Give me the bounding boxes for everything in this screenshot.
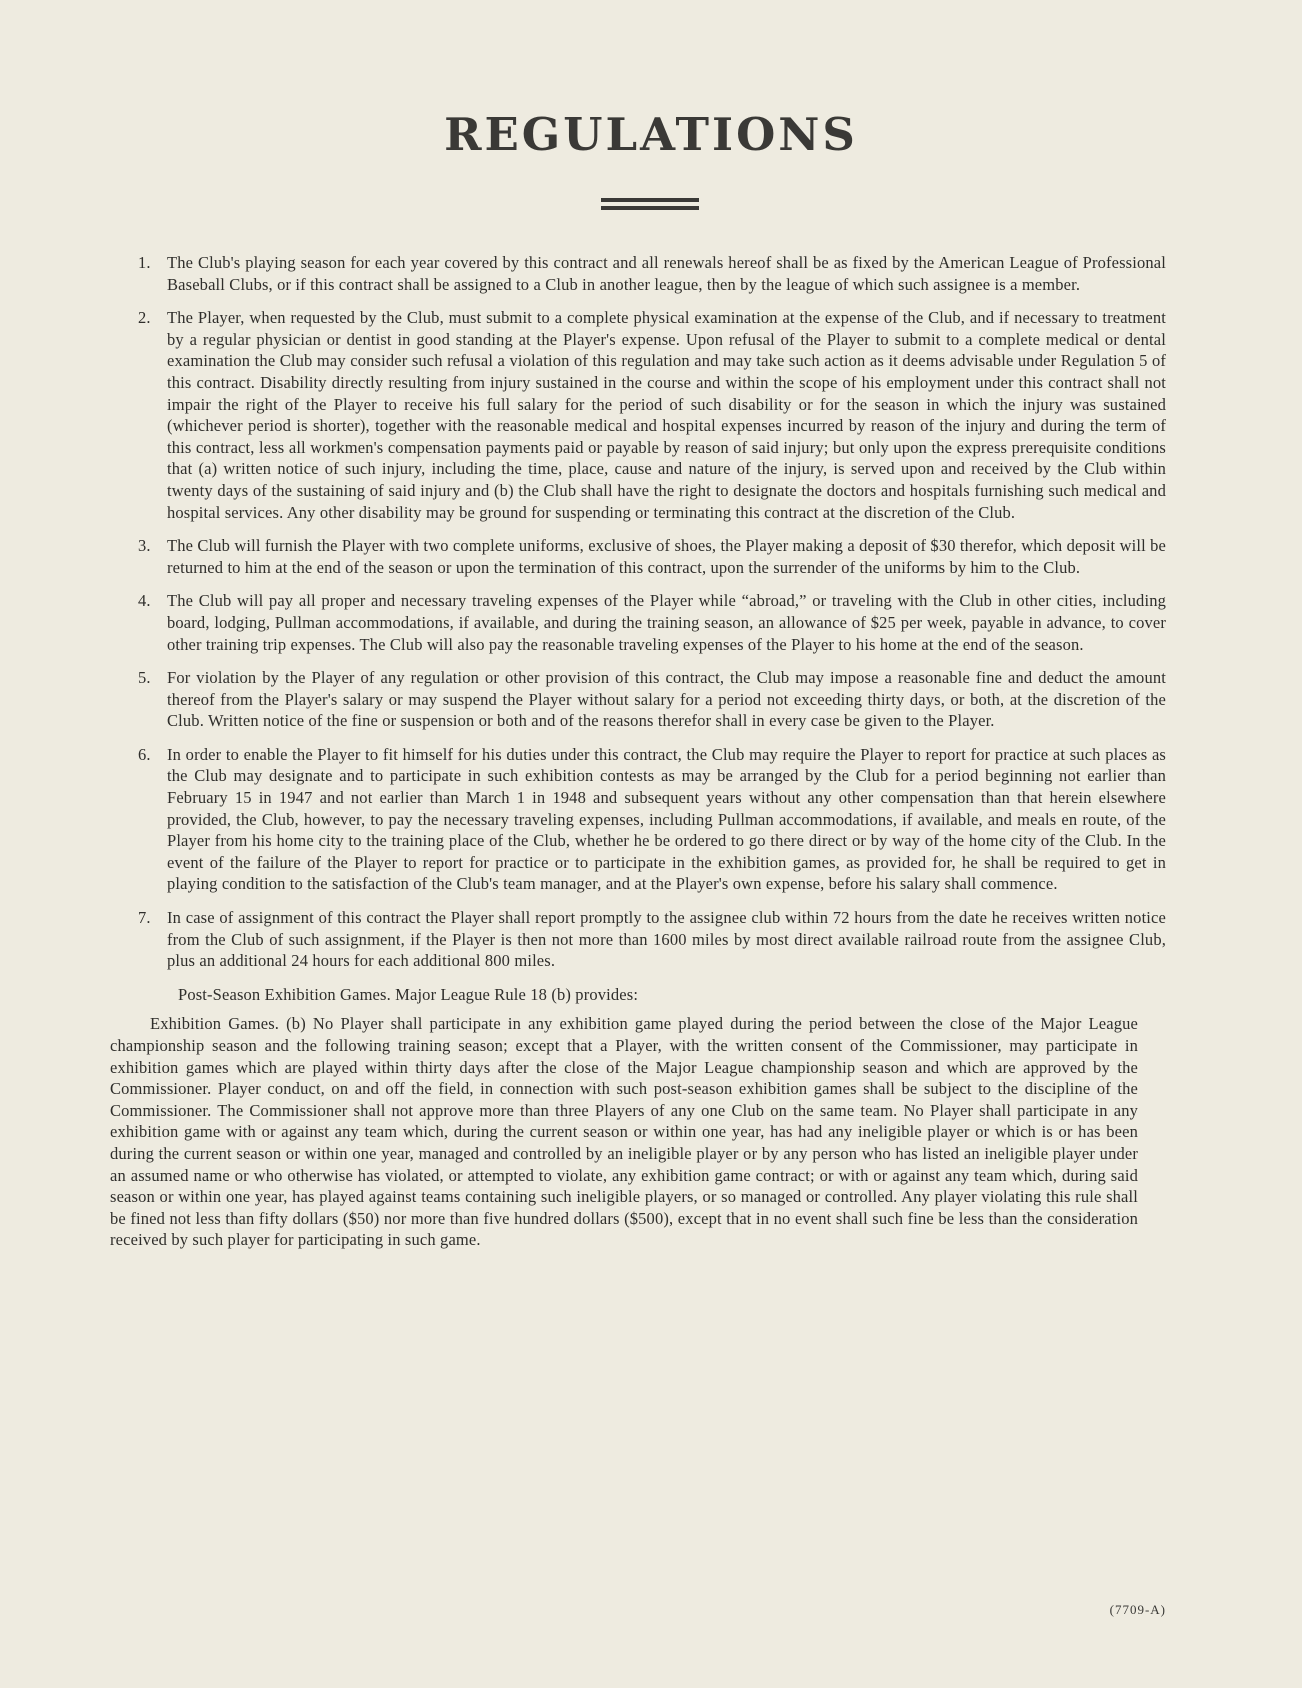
regulation-text: For violation by the Player of any regulation or other provision of this contract, the Club may impose a reasonable fine and deduct the amount thereof from the Player's salary or may suspend the Player without salary for a period not exceeding thirty days, or both, at the discretion of the Club. Written notice of the fine or suspension or both and of the reasons therefor shall in every case be given to the Player. <box>167 668 1166 731</box>
regulation-3 <box>138 535 1166 578</box>
post-season-heading: Post-Season Exhibition Games. Major League Rule 18 (b) provides: <box>178 984 639 1004</box>
regulation-text: In order to enable the Player to fit himself for his duties under this contract, the Club may require the Player to report for practice at such places as the Club may designate and to participate in such exhibition contests as may be arranged by the Club for a period beginning not earlier than February 15 in 1947 and not earlier than March 1 in 1948 and subsequent years without any other compensation than that herein elsewhere provided, the Club, however, to pay the necessary traveling expenses, including Pullman accommodations, if available, and meals en route, of the Player from his home city to the training place of the Club, whether he be ordered to go there direct or by way of the home city of the Club. In the event of the failure of the Player to report for practice or to participate in the exhibition games, as provided for, he shall be required to get in playing condition to the satisfaction of the Club's team manager, and at the Player's own expense, before his salary shall commence. <box>167 744 1166 894</box>
regulation-6 <box>138 744 1166 895</box>
regulation-text: In case of assignment of this contract the Player shall report promptly to the assignee club within 72 hours from the date he receives written notice from the Club of such assignment, if the Player is then not more than 1600 miles by most direct available railroad route from the assignee Club, plus an additional 24 hours for each additional 800 miles. <box>167 908 1166 971</box>
regulation-5 <box>138 667 1166 732</box>
form-code: (7709-A) <box>1109 1602 1166 1617</box>
regulation-number: 2. <box>138 308 151 328</box>
title-rule-top <box>601 198 699 202</box>
regulation-text: The Club will pay all proper and necessary traveling expenses of the Player while “abroad,” or traveling with the Club in other cities, including board, lodging, Pullman accommodations, if available, and during the training season, an allowance of $25 per week, payable in advance, to cover other training trip expenses. The Club will also pay the reasonable traveling expenses of the Player to his home at the end of the season. <box>167 591 1166 654</box>
regulation-4 <box>138 590 1166 655</box>
regulation-number: 4. <box>138 591 151 611</box>
regulation-1 <box>138 252 1166 295</box>
page-title: REGULATIONS <box>444 108 858 161</box>
regulation-text: The Player, when requested by the Club, must submit to a complete physical examination at the expense of the Club, and if necessary to treatment by a regular physician or dentist in good standing at the Player's expense. Upon refusal of the Player to submit to a complete medical or dental examination the Club may consider such refusal a violation of this regulation and may take such action as it deems advisable under Regulation 5 of this contract. Disability directly resulting from injury sustained in the course and within the scope of his employment under this contract shall not impair the right of the Player to receive his full salary for the period of such disability or for the season in which the injury was sustained (whichever period is shorter), together with the reasonable medical and hospital expenses incurred by reason of the injury and during the term of this contract, less all workmen's compensation payments paid or payable by reason of said injury; but only upon the express prerequisite conditions that (a) written notice of such injury, including the time, place, cause and nature of the injury, is served upon and received by the Club within twenty days of the sustaining of said injury and (b) the Club shall have the right to designate the doctors and hospitals furnishing such medical and hospital services. Any other disability may be ground for suspending or terminating this contract at the discretion of the Club. <box>167 308 1166 522</box>
regulation-2 <box>138 307 1166 523</box>
regulation-7 <box>138 907 1166 972</box>
regulation-text: The Club's playing season for each year covered by this contract and all renewals hereof shall be as fixed by the American League of Professional Baseball Clubs, or if this contract shall be assigned to a Club in another league, then by the league of which such assignee is a member. <box>167 253 1166 294</box>
regulation-text: The Club will furnish the Player with two complete uniforms, exclusive of shoes, the Player making a deposit of $30 therefor, which deposit will be returned to him at the end of the season or upon the termination of this contract, upon the surrender of the uniforms by him to the Club. <box>167 536 1166 577</box>
regulation-number: 6. <box>138 744 151 764</box>
regulation-number: 3. <box>138 536 151 556</box>
regulation-number: 1. <box>138 253 151 272</box>
post-season-rule-text: Exhibition Games. (b) No Player shall participate in any exhibition game played during the period between the close of the Major League championship season and the following training season; except that a Player, with the written consent of the Commissioner, may participate in exhibition games which are played within thirty days after the close of the Major League championship season and which are approved by the Commissioner. Player conduct, on and off the field, in connection with such post-season exhibition games shall be subject to the discipline of the Commissioner. The Commissioner shall not approve more than three Players of any one Club on the same team. No Player shall participate in any exhibition game with or against any team which, during the current season or within one year, has had any ineligible player or which is or has been during the current season or within one year, managed and controlled by an ineligible player or by any person who has listed an ineligible player under an assumed name or who otherwise has violated, or attempted to violate, any exhibition game contract; or with or against any team which, during said season or within one year, has played against teams containing such ineligible players, or so managed or controlled. Any player violating this rule shall be fined not less than fifty dollars ($50) nor more than five hundred dollars ($500), except that in no event shall such fine be less than the consideration received by such player for participating in such game. <box>110 1014 1138 1250</box>
regulation-number: 5. <box>138 668 151 688</box>
title-rule-bottom <box>601 206 699 210</box>
regulation-number: 7. <box>138 908 151 928</box>
regulations-body <box>110 252 1166 1251</box>
